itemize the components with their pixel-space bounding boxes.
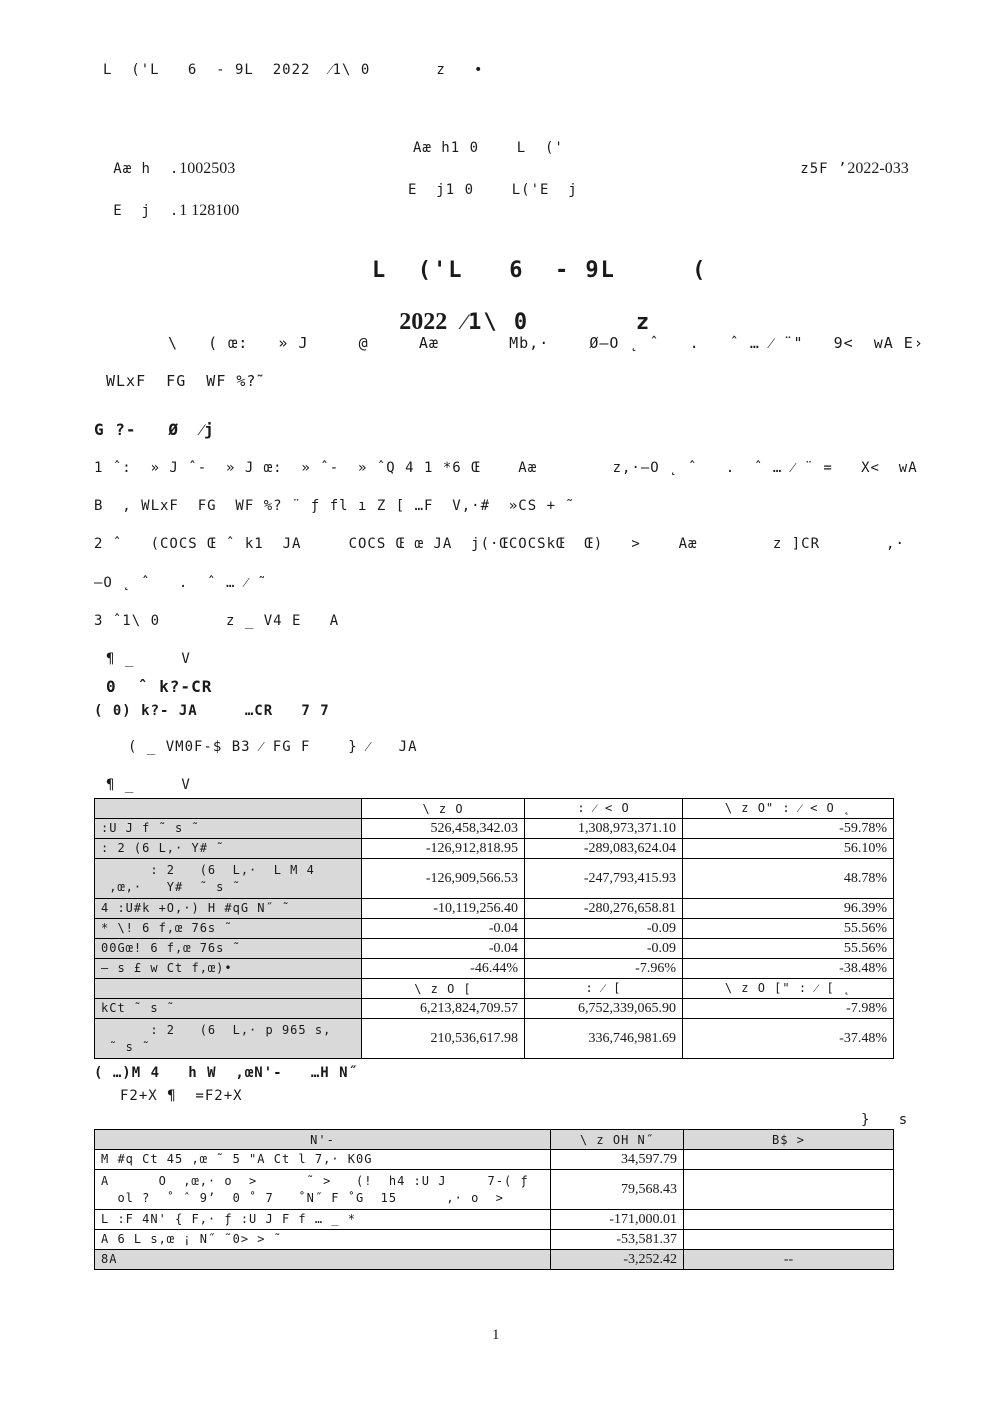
item-amount: 34,597.79	[551, 1150, 684, 1170]
prior-period-value: 6,752,339,065.90	[525, 999, 683, 1019]
table-header-row	[95, 799, 894, 819]
notice-number-row	[781, 139, 909, 178]
table-header-row	[95, 979, 894, 999]
item-amount: -53,581.37	[551, 1230, 684, 1250]
table-row	[95, 959, 894, 979]
row-label: : 2 (6 L,· Y# ˜	[95, 839, 362, 859]
row-label: :U J f ˜ s ˜	[95, 819, 362, 839]
item-label: A 6 L s,œ ¡ N˝ ˜0> > ˜	[95, 1230, 551, 1250]
change-rate-value: -37.48%	[683, 1019, 894, 1059]
item-amount: -171,000.01	[551, 1210, 684, 1230]
section1-item1-line2: B , WLxF FG WF %? ¨ ƒ fl ı Z [ …F V,·# »CS + ˜	[94, 498, 575, 514]
table-total-row	[95, 1250, 894, 1270]
item-note	[684, 1230, 894, 1250]
section2-unit-label: ¶ _ V	[106, 651, 191, 667]
table-header-cell	[95, 799, 362, 819]
prior-period-value: -7.96%	[525, 959, 683, 979]
financial-data-table	[94, 798, 894, 1059]
table-header-cell: \ z O [	[362, 979, 525, 999]
security-code-label: Aæ h .	[113, 161, 180, 177]
section3-subheading: F2+X ¶ =F2+X	[120, 1088, 243, 1104]
document-title-line2	[380, 290, 651, 336]
total-note: --	[684, 1250, 894, 1270]
section2-note: ( _ VM0F-$ B3 ⁄ FG F } ⁄ JA	[128, 739, 418, 755]
change-rate-value: -59.78%	[683, 819, 894, 839]
table-header-cell: N'-	[95, 1130, 551, 1150]
page-number: 1	[492, 1327, 500, 1343]
table-header-cell: : ⁄ < O	[525, 799, 683, 819]
current-period-value: -46.44%	[362, 959, 525, 979]
change-rate-value: -38.48%	[683, 959, 894, 979]
item-note	[684, 1210, 894, 1230]
prior-period-value: -0.09	[525, 919, 683, 939]
prior-period-value: 336,746,981.69	[525, 1019, 683, 1059]
security-name-label: Aæ h1 0 L ('	[413, 140, 564, 156]
table-row	[95, 1210, 894, 1230]
table2-unit-label: } s	[861, 1112, 909, 1128]
document-header-line: L ('L 6 - 9L 2022 ⁄1\ 0 z •	[103, 62, 484, 78]
table-header-cell	[95, 979, 362, 999]
change-rate-value: 56.10%	[683, 839, 894, 859]
security-code-row	[94, 139, 235, 178]
change-rate-value: 55.56%	[683, 919, 894, 939]
current-period-value: -0.04	[362, 939, 525, 959]
row-label: : 2 (6 L,· p 965 s, ˜ s ˜	[95, 1019, 362, 1059]
row-label: – s £ w Ct f,œ)•	[95, 959, 362, 979]
table-row	[95, 1230, 894, 1250]
section1-heading: G ?- Ø ⁄j	[94, 420, 215, 439]
table-row	[95, 1150, 894, 1170]
current-period-value: 526,458,342.03	[362, 819, 525, 839]
non-recurring-items-table	[94, 1129, 894, 1270]
table-header-cell: \ z O	[362, 799, 525, 819]
item-label: A O ,œ,· o > ˜ > (! h4 :U J 7-( ƒ ol ? ˚ ˆ 9’ 0 ˚ 7 ˚N˝ F ˚G 15 ,· o >	[95, 1170, 551, 1210]
table-row	[95, 899, 894, 919]
intro-paragraph-line1: \ ( œ: » J @ Aæ Mb,· Ø–O ˛ ˆ . ˆ … ⁄ ¨" 9< wA E›	[148, 334, 924, 352]
row-label: : 2 (6 L,· L M 4 ,œ,· Y# ˜ s ˜	[95, 859, 362, 899]
section1-item2-line1: 2 ˆ (COCS Œ ˆ k1 JA COCS Œ œ JA j(·ŒCOCSkŒ Œ) > Aæ z ]CR ,·	[94, 536, 905, 552]
section1-item3: 3 ˆ1\ 0 z _ V4 E A	[94, 613, 340, 629]
change-rate-value: -7.98%	[683, 999, 894, 1019]
table-header-cell: \ z OH N˝	[551, 1130, 684, 1150]
bond-code-row	[94, 181, 239, 220]
table-row	[95, 859, 894, 899]
total-label: 8A	[95, 1250, 551, 1270]
change-rate-value: 96.39%	[683, 899, 894, 919]
table-row	[95, 939, 894, 959]
item-label: L :F 4N' { F,· ƒ :U J F f … _ *	[95, 1210, 551, 1230]
item-note	[684, 1150, 894, 1170]
table-row	[95, 1170, 894, 1210]
notice-number-label: z5F ’	[800, 161, 848, 177]
title-year: 2022	[399, 309, 448, 335]
section2-subheading: ( 0) k?- JA …CR 7 7	[94, 703, 330, 719]
bond-code-value: 1 128100	[179, 202, 240, 219]
row-label: 00Gœ! 6 f,œ 76s ˜	[95, 939, 362, 959]
table-header-cell: \ z O [" : ⁄ [ ˛	[683, 979, 894, 999]
prior-period-value: -289,083,624.04	[525, 839, 683, 859]
bond-name-label: E j1 0 L('E j	[408, 182, 578, 198]
current-period-value: -10,119,256.40	[362, 899, 525, 919]
current-period-value: 210,536,617.98	[362, 1019, 525, 1059]
notice-number-value: 2022-033	[847, 160, 909, 177]
title-rest: ⁄1\ 0 z	[447, 310, 652, 335]
change-rate-value: 48.78%	[683, 859, 894, 899]
table-row	[95, 819, 894, 839]
intro-paragraph-line2: WLxF FG WF %?̃	[106, 372, 257, 390]
document-title-line1: L ('L 6 - 9L (	[372, 258, 708, 283]
security-code-value: 1002503	[179, 160, 236, 177]
table-row	[95, 999, 894, 1019]
current-period-value: 6,213,824,709.57	[362, 999, 525, 1019]
table1-unit-label: ¶ _ V	[106, 777, 191, 793]
row-label: kCt ˜ s ˜	[95, 999, 362, 1019]
table-row	[95, 1019, 894, 1059]
row-label: * \! 6 f,œ 76s ˜	[95, 919, 362, 939]
row-label: 4 :U#k +O,·) H #qG N˝ ˜	[95, 899, 362, 919]
item-amount: 79,568.43	[551, 1170, 684, 1210]
table-header-cell: : ⁄ [	[525, 979, 683, 999]
section1-item2-line2: –O ˛ ˆ . ˆ … ⁄ ˜	[94, 575, 268, 591]
table-row	[95, 919, 894, 939]
current-period-value: -126,909,566.53	[362, 859, 525, 899]
table-header-cell: B$ >	[684, 1130, 894, 1150]
table-row	[95, 839, 894, 859]
current-period-value: -126,912,818.95	[362, 839, 525, 859]
prior-period-value: -0.09	[525, 939, 683, 959]
change-rate-value: 55.56%	[683, 939, 894, 959]
section2-heading: 0 ˆ k?-CR	[106, 677, 213, 696]
table-header-row	[95, 1130, 894, 1150]
section3-heading: ( …)M 4 h W ,œN'- …H N˝	[94, 1065, 359, 1081]
section1-item1-line1: 1 ˆ: » J ˆ- » J œ: » ˆ- » ˆQ 4 1 *6 Œ Aæ z,·–O ˛ ˆ . ˆ … ⁄ ¨ = X< wA	[94, 460, 918, 476]
total-amount: -3,252.42	[551, 1250, 684, 1270]
item-note	[684, 1170, 894, 1210]
item-label: M #q Ct 45 ,œ ˜ 5 "A Ct l 7,· K0G	[95, 1150, 551, 1170]
prior-period-value: -247,793,415.93	[525, 859, 683, 899]
prior-period-value: -280,276,658.81	[525, 899, 683, 919]
prior-period-value: 1,308,973,371.10	[525, 819, 683, 839]
bond-code-label: E j .	[113, 203, 180, 219]
table-header-cell: \ z O" : ⁄ < O ˛	[683, 799, 894, 819]
current-period-value: -0.04	[362, 919, 525, 939]
